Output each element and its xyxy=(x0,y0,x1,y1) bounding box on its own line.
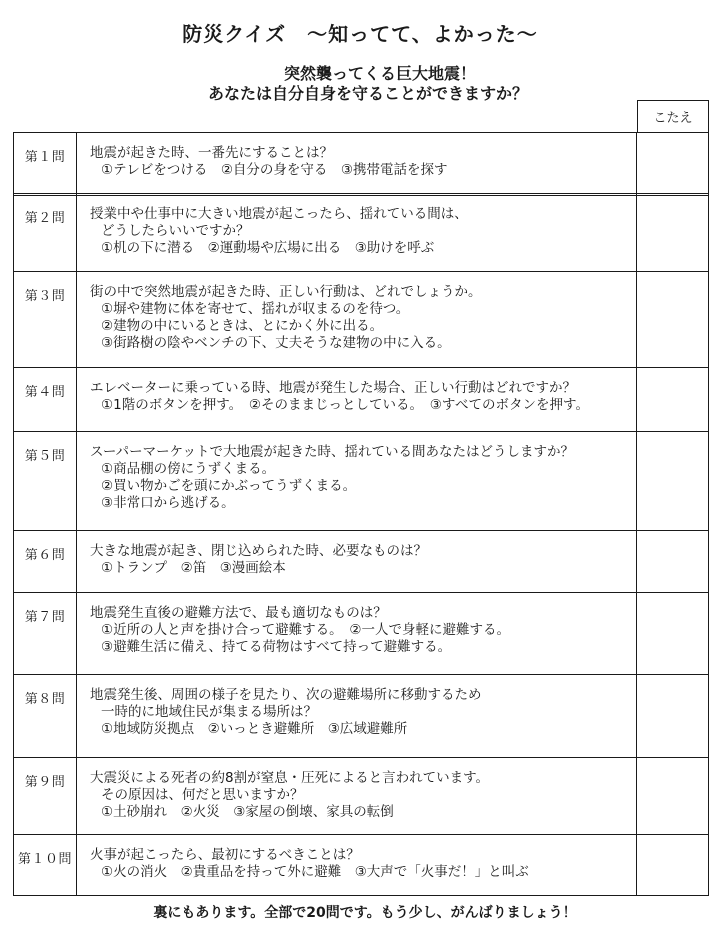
answer-options: ①商品棚の傍にうずくまる。 xyxy=(101,460,276,477)
question-text xyxy=(90,770,632,821)
question-text xyxy=(90,284,632,352)
question-text xyxy=(90,543,632,577)
question-line: スーパーマーケットで大地震が起きた時、揺れている間あなたはどうしますか？ xyxy=(90,443,574,460)
answer-options: ②買い物かごを頭にかぶってうずくまる。 xyxy=(101,477,357,494)
question-line: 火事が起こったら、最初にするべきことは？ xyxy=(90,846,360,863)
question-number: 第５問 xyxy=(14,432,77,531)
question-line: 街の中で突然地震が起きた時、正しい行動は、どれでしょうか。 xyxy=(90,283,482,300)
question-line: 大震災による死者の約8割が窒息・圧死によると言われています。 xyxy=(90,769,490,786)
subtitle-line-1: 突然襲ってくる巨大地震！ xyxy=(283,64,476,83)
answer-box[interactable] xyxy=(636,758,708,835)
question-text xyxy=(90,687,632,738)
answer-options: ①土砂崩れ ②火災 ③家屋の倒壊、家具の転倒 xyxy=(101,803,394,820)
answer-options: ①1階のボタンを押す。 ②そのままじっとしている。 ③すべてのボタンを押す。 xyxy=(101,396,589,413)
question-row xyxy=(13,674,709,759)
answer-options: ①近所の人と声を掛け合って避難する。 ②一人で身軽に避難する。 xyxy=(101,621,510,638)
answer-options: ③街路樹の陰やベンチの下、丈夫そうな建物の中に入る。 xyxy=(101,334,451,351)
answer-box[interactable] xyxy=(636,835,708,895)
quiz-title: 防災クイズ ～知ってて、よかった～ xyxy=(182,22,538,46)
answer-options: ①火の消火 ②貴重品を持って外に避難 ③大声で「火事だ！」と叫ぶ xyxy=(101,863,529,880)
question-row xyxy=(13,132,709,196)
answer-box[interactable] xyxy=(636,272,708,368)
answer-box[interactable] xyxy=(636,593,708,675)
answer-column-header: こたえ xyxy=(637,100,709,132)
answer-box[interactable] xyxy=(636,194,708,272)
footer-note: 裏にもあります。全部で20問です。もう少し、がんばりましょう！ xyxy=(153,905,577,921)
answer-options: ①トランプ ②笛 ③漫画絵本 xyxy=(101,559,286,576)
question-line: 大きな地震が起き、閉じ込められた時、必要なものは？ xyxy=(90,542,427,559)
answer-options: ①机の下に潜る ②運動場や広場に出る ③助けを呼ぶ xyxy=(101,239,435,256)
question-line: 一時的に地域住民が集まる場所は？ xyxy=(101,703,317,720)
question-number: 第８問 xyxy=(14,675,77,758)
question-text xyxy=(90,444,632,512)
answer-box[interactable] xyxy=(636,133,708,195)
question-line: 授業中や仕事中に大きい地震が起こったら、揺れている間は、 xyxy=(90,205,468,222)
answer-box[interactable] xyxy=(636,531,708,593)
answer-options: ③避難生活に備え、持てる荷物はすべて持って避難する。 xyxy=(101,638,452,655)
question-text xyxy=(90,206,632,257)
question-number: 第４問 xyxy=(14,368,77,432)
question-number: 第１０問 xyxy=(14,835,77,895)
question-text xyxy=(90,847,632,881)
question-number: 第６問 xyxy=(14,531,77,593)
question-number: 第２問 xyxy=(14,194,77,272)
question-line: エレベーターに乗っている時、地震が発生した場合、正しい行動はどれですか？ xyxy=(90,379,576,396)
question-number: 第１問 xyxy=(14,133,77,195)
question-number: 第９問 xyxy=(14,758,77,835)
answer-options: ②建物の中にいるときは、とにかく外に出る。 xyxy=(101,317,384,334)
question-row xyxy=(13,834,709,896)
question-text xyxy=(90,605,632,656)
question-row xyxy=(13,271,709,369)
question-text xyxy=(90,145,632,179)
answer-box[interactable] xyxy=(636,432,708,531)
answer-options: ①地域防災拠点 ②いっとき避難所 ③広域避難所 xyxy=(101,720,408,737)
answer-box[interactable] xyxy=(636,368,708,432)
question-row xyxy=(13,193,709,273)
answer-options: ①テレビをつける ②自分の身を守る ③携帯電話を探す xyxy=(101,162,448,178)
subtitle-line-2: あなたは自分自身を守ることができますか？ xyxy=(207,84,528,103)
answer-box[interactable] xyxy=(636,675,708,758)
question-line: 地震発生後、周囲の様子を見たり、次の避難場所に移動するため xyxy=(90,686,482,703)
question-line: 地震が起きた時、一番先にすることは？ xyxy=(90,145,333,161)
answer-options: ③非常口から逃げる。 xyxy=(101,494,235,511)
question-row xyxy=(13,592,709,676)
question-number: 第７問 xyxy=(14,593,77,675)
question-row xyxy=(13,367,709,433)
question-number: 第３問 xyxy=(14,272,77,368)
answer-options: ①塀や建物に体を寄せて、揺れが収まるのを待つ。 xyxy=(101,300,410,317)
question-line: その原因は、何だと思いますか？ xyxy=(101,786,304,803)
question-line: どうしたらいいですか？ xyxy=(101,222,250,239)
question-row xyxy=(13,757,709,836)
question-text xyxy=(90,380,632,414)
question-line: 地震発生直後の避難方法で、最も適切なものは？ xyxy=(90,604,387,621)
question-row xyxy=(13,530,709,594)
question-row xyxy=(13,431,709,532)
